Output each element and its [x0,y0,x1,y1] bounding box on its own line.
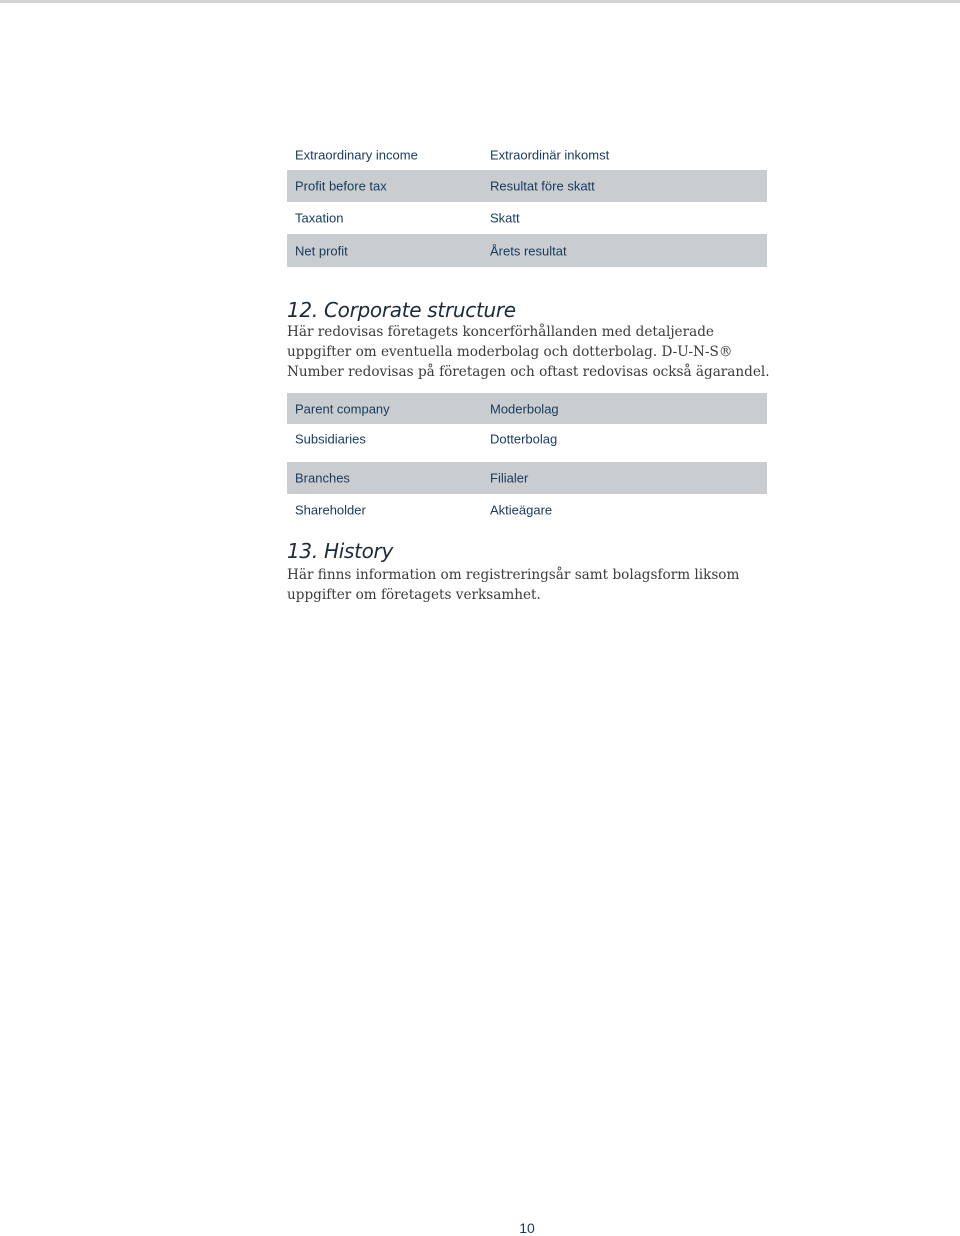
term-swedish: Skatt [490,210,520,226]
term-english: Extraordinary income [295,147,418,162]
table-row [287,424,767,462]
term-english: Parent company [295,401,390,416]
table-row [287,462,767,494]
financial-terms-table [287,139,767,267]
term-swedish: Dotterbolag [490,431,558,447]
table-row [287,170,767,202]
table-row [287,234,767,267]
term-swedish: Extraordinär inkomst [490,147,610,162]
term-english: Shareholder [295,502,366,518]
table-row [287,139,767,170]
term-swedish: Moderbolag [490,401,559,416]
section-heading: 12. Corporate structure [287,298,516,322]
term-swedish: Aktieägare [490,502,553,518]
table-row [287,494,767,526]
term-english: Subsidiaries [295,431,366,447]
term-swedish: Årets resultat [490,243,567,258]
top-rule [0,0,960,3]
term-english: Taxation [295,210,344,226]
term-swedish: Resultat före skatt [490,178,595,194]
table-row [287,393,767,424]
term-english: Profit before tax [295,178,387,194]
table-row [287,202,767,234]
term-english: Branches [295,470,350,486]
term-swedish: Filialer [490,470,529,486]
page-number: 10 [519,1220,535,1236]
section-heading: 13. History [287,539,394,563]
term-english: Net profit [295,243,348,258]
section-body: Här finns information om registreringsår samt bolagsform liksom uppgifter om företagets verksamhet. [287,567,740,603]
structure-terms-table [287,393,767,526]
section-body: Här redovisas företagets koncerförhållanden med detaljerade uppgifter om eventuella moderbolag och dotterbolag. D-U-N-S® Number redovisas på företagen och oftast redovisas också ägarandel. [287,324,770,380]
